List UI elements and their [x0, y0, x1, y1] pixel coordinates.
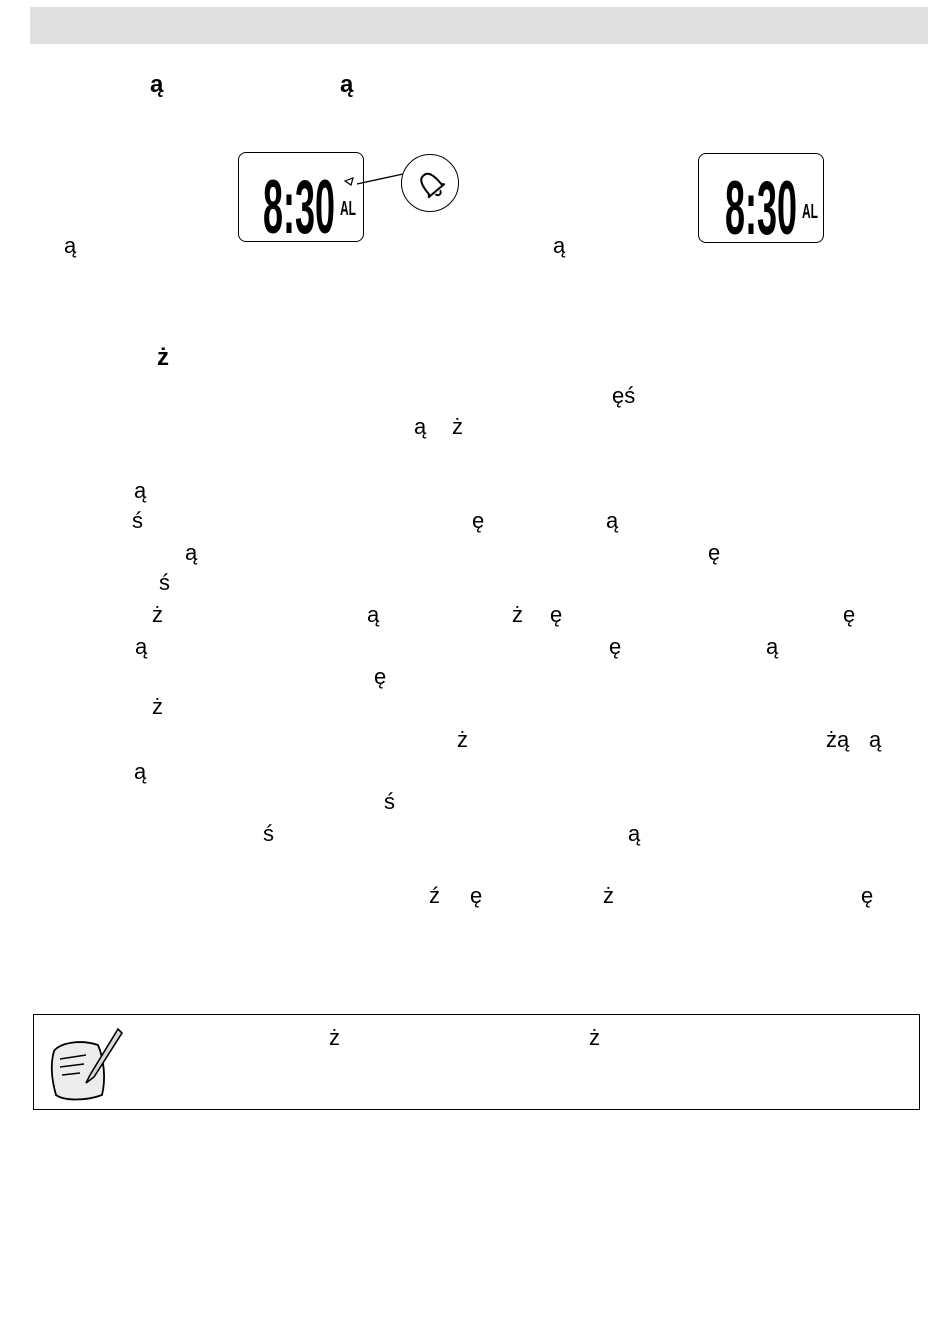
- text-fragment: ą: [134, 478, 147, 503]
- text-fragment: ż: [452, 414, 463, 439]
- text-fragment: ż: [512, 602, 523, 627]
- header-band: [30, 7, 928, 44]
- lcd-al-indicator: AL: [340, 198, 356, 220]
- text-fragment: ą: [869, 727, 882, 752]
- text-fragment: ą: [367, 602, 380, 627]
- heading-fragment: ą: [150, 71, 164, 98]
- bell-icon: [402, 155, 458, 211]
- text-fragment: ą: [414, 414, 427, 439]
- text-fragment: ś: [159, 570, 170, 595]
- lcd-display-alarm-off: [698, 153, 824, 243]
- callout-line: [355, 170, 405, 190]
- text-fragment: ą: [628, 821, 641, 846]
- text-fragment: ś: [132, 508, 143, 533]
- heading-fragment: ą: [340, 71, 354, 98]
- note-fragment: ż: [329, 1025, 340, 1050]
- text-fragment: ą: [185, 540, 198, 565]
- text-fragment: ż: [457, 727, 468, 752]
- note-box: [33, 1014, 920, 1110]
- text-fragment: ś: [263, 821, 274, 846]
- bell-callout: [401, 154, 459, 212]
- text-fragment: ę: [843, 602, 856, 627]
- text-fragment: ę: [861, 883, 874, 908]
- text-fragment: ę: [708, 540, 721, 565]
- text-fragment: ą: [134, 759, 147, 784]
- text-fragment: ę: [550, 602, 563, 627]
- figure-label-left: ą: [64, 233, 77, 258]
- text-fragment: ż: [152, 694, 163, 719]
- lcd-display-alarm-on: [238, 152, 364, 242]
- text-fragment: ęś: [612, 383, 636, 408]
- text-fragment: ę: [470, 883, 483, 908]
- lcd-al-indicator: AL: [802, 201, 818, 223]
- note-pen-icon: [46, 1025, 126, 1105]
- text-fragment: ę: [472, 508, 485, 533]
- text-fragment: ś: [384, 789, 395, 814]
- text-fragment: ą: [135, 634, 148, 659]
- text-fragment: ę: [609, 634, 622, 659]
- text-fragment: ę: [374, 664, 387, 689]
- lcd-digits: [239, 153, 363, 241]
- text-fragment: ą: [766, 634, 779, 659]
- note-fragment: ż: [589, 1025, 600, 1050]
- text-fragment: ą: [606, 508, 619, 533]
- figure-label-right: ą: [553, 233, 566, 258]
- lcd-time: 8:30: [263, 165, 335, 241]
- lcd-time: 8:30: [725, 166, 797, 242]
- text-fragment: żą: [826, 727, 850, 752]
- section-heading: ż: [157, 344, 169, 371]
- alarm-bell-small-icon: [345, 178, 353, 185]
- text-fragment: ż: [152, 602, 163, 627]
- text-fragment: ź: [429, 883, 440, 908]
- lcd-digits: [699, 154, 823, 242]
- text-fragment: ż: [603, 883, 614, 908]
